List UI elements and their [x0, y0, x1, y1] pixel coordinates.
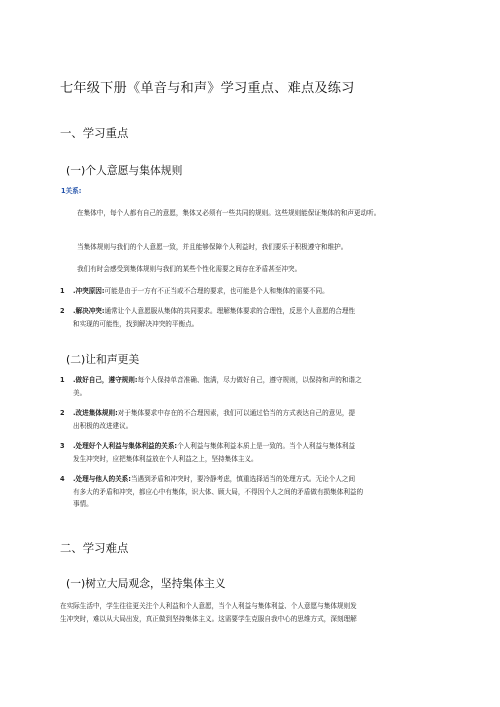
section-heading-key-points: 一、学习重点	[60, 126, 129, 140]
paragraph: 在实际生活中，学生往往更关注个人利益和个人意愿，当个人利益与集体利益、个人意愿与集体规则发 生冲突时，难以从大局出发，真正做到坚持集体主义。这需要学生克服自我中心的思维方式，深刻理解	[60, 602, 357, 623]
subheading-big-picture: (一)树立大局观念，坚持集体主义	[66, 577, 226, 590]
list-item: 2 .解决冲突:通常让个人意愿服从集体的共同要求。理解集体要求的合理性，反思个人意愿的合理性 和实现的可能性，找到解决冲突的平衡点。	[60, 307, 356, 328]
subheading-better-harmony: (二)让和声更美	[66, 353, 140, 366]
subheading-individual-and-rules: (一)个人意愿与集体规则	[66, 164, 183, 177]
relation-label: 1关系:	[61, 187, 82, 195]
document-title: 七年级下册《单音与和声》学习重点、难点及练习	[60, 81, 355, 96]
paragraph: 在集体中，每个人都有自己的意愿，集体又必须有一些共同的规则。这些规则能保证集体的和声更动听。	[77, 209, 381, 217]
list-item: 3 .处理好个人利益与集体利益的关系:个人利益与集体利益本质上是一致的。当个人利益与集体利益 发生冲突时，应把集体利益放在个人利益之上，坚持集体主义。	[60, 442, 356, 463]
list-item: 1 .做好自己，遵守规则:每个人保持单音准确、饱满，尽力做好自己，遵守规则，以保持和声的和谐之 美。	[60, 376, 362, 397]
list-item: 4 .处理与他人的关系:当遇到矛盾和冲突时，要冷静考虑，慎重选择适当的处理方式。无论个人之间 有多大的矛盾和冲突，都应心中有集体，识大体、顾大局，不得因个人之间的矛盾做有损集体利益的 事情。	[60, 475, 364, 508]
section-heading-difficulties: 二、学习难点	[60, 541, 129, 555]
paragraph: 我们有时会感受到集体规则与我们的某些个性化需要之间存在矛盾甚至冲突。	[77, 265, 302, 273]
list-item: 2 .改进集体规则:对于集体要求中存在的不合理因素，我们可以通过恰当的方式表达自己的意见，提 出积极的改进建议。	[60, 409, 356, 430]
list-item: 1 .冲突原因:可能是由于一方有不正当或不合理的要求，也可能是个人和集体的需要不同。	[60, 287, 329, 295]
paragraph: 当集体规则与我们的个人意愿一致，并且能够保障个人利益时，我们要乐于积极遵守和维护。	[77, 243, 348, 251]
